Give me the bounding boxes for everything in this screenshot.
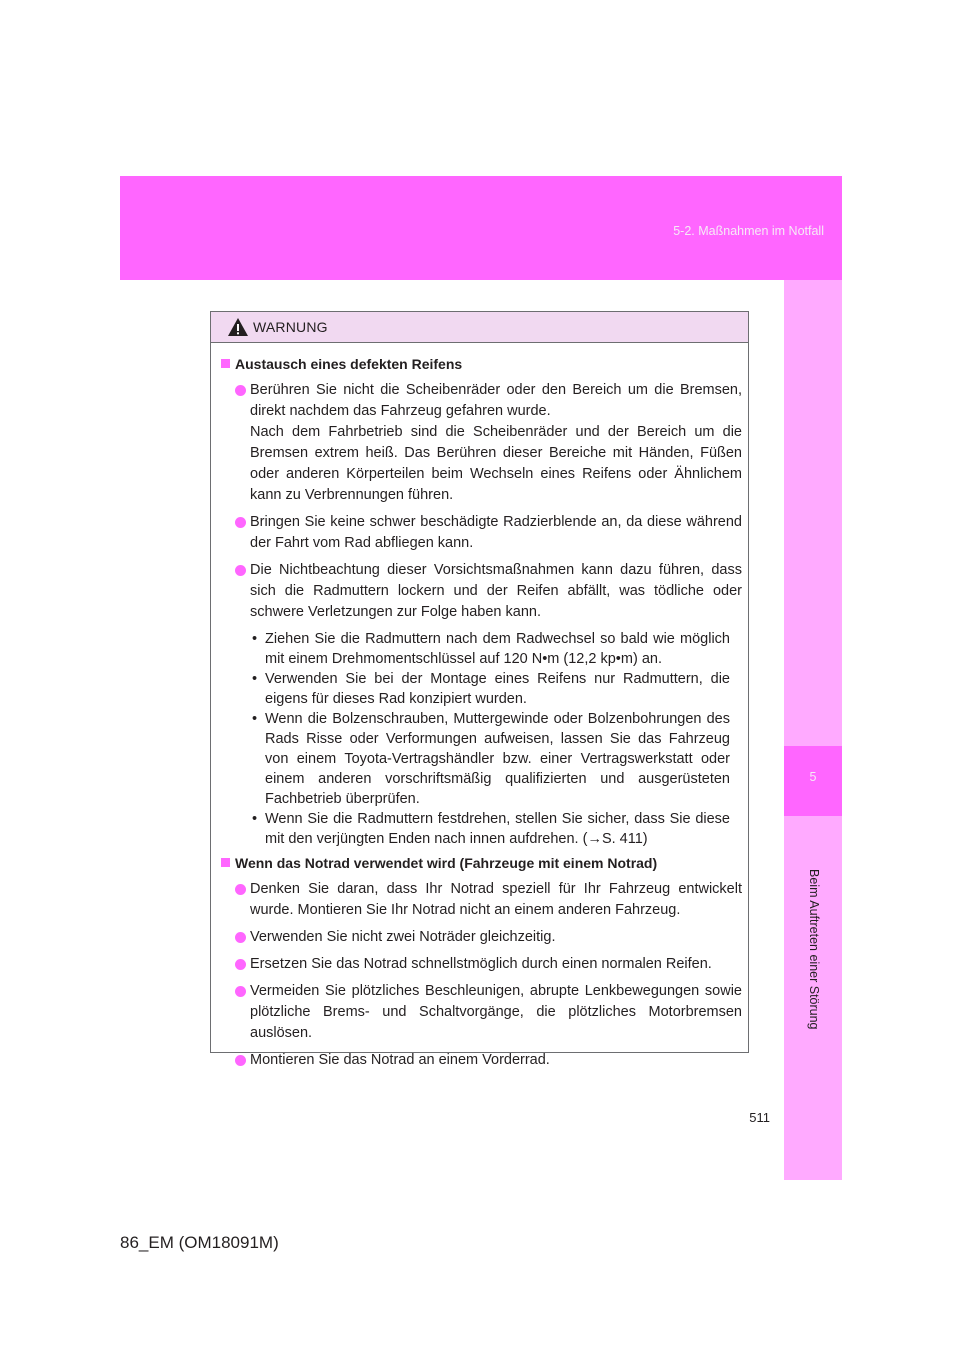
circle-bullet-icon	[235, 1055, 246, 1066]
chapter-number: 5	[809, 770, 817, 784]
warning-subheading	[219, 354, 742, 374]
document-code: 86_EM (OM18091M)	[120, 1233, 279, 1252]
bullet-text: Ersetzen Sie das Notrad schnellstmöglich durch einen normalen Reifen.	[250, 956, 712, 972]
bullet-item	[219, 954, 742, 975]
bullet-text: Die Nichtbeachtung dieser Vorsichtsmaßnahmen kann dazu führen, dass sich die Radmuttern lockern und der Reifen abfällt, was tödliche oder schwere Verletzungen zur Folge haben kann.	[250, 562, 742, 620]
page-number: 511	[749, 1110, 770, 1125]
sub-list	[219, 629, 742, 849]
subheading-text: Austausch eines defekten Reifens	[235, 356, 463, 372]
bullet-item	[219, 1050, 742, 1071]
sub-list-text: Ziehen Sie die Radmuttern nach dem Radwechsel so bald wie möglich mit einem Drehmomentschlüssel auf 120 N•m (12,2 kp•m) an.	[265, 631, 730, 667]
bullet-text: Bringen Sie keine schwer beschädigte Radzierblende an, da diese während der Fahrt vom Rad abfliegen kann.	[250, 514, 742, 551]
sub-list-item	[219, 669, 742, 709]
sub-list-item	[219, 809, 742, 849]
circle-bullet-icon	[235, 517, 246, 528]
warning-title: WARNUNG	[253, 319, 328, 335]
section-title: 5-2. Maßnahmen im Notfall	[673, 224, 824, 238]
sub-list-text: Wenn die Bolzenschrauben, Muttergewinde oder Bolzenbohrungen des Rads Risse oder Verformungen aufweisen, lassen Sie das Fahrzeug von einem Toyota-Vertragshändler bzw. einer Vertragswerkstatt oder einem anderen vorschriftsmäßig qualifizierten und ausgerüsteten Fachbetrieb überprüfen.	[265, 711, 730, 807]
bullet-text: Verwenden Sie nicht zwei Noträder gleichzeitig.	[250, 929, 556, 945]
circle-bullet-icon	[235, 385, 246, 396]
bullet-item	[219, 879, 742, 921]
chapter-title: Beim Auftreten einer Störung	[807, 869, 821, 1030]
circle-bullet-icon	[235, 565, 246, 576]
dot-marker-icon: •	[252, 811, 258, 827]
subheading-text: Wenn das Notrad verwendet wird (Fahrzeuge mit einem Notrad)	[235, 855, 658, 871]
dot-marker-icon: •	[252, 631, 258, 647]
circle-bullet-icon	[235, 884, 246, 895]
sub-list-text: Wenn Sie die Radmuttern festdrehen, stellen Sie sicher, dass Sie diese mit den verjüngten Enden nach innen aufdrehen. (→S. 411)	[265, 811, 730, 847]
dot-marker-icon: •	[252, 671, 258, 687]
bullet-item	[219, 380, 742, 506]
chapter-side-tab	[784, 280, 842, 1180]
bullet-text: Montieren Sie das Notrad an einem Vorderrad.	[250, 1052, 550, 1068]
chapter-number-block	[784, 746, 842, 816]
circle-bullet-icon	[235, 959, 246, 970]
sub-list-item	[219, 629, 742, 669]
bullet-item	[219, 560, 742, 623]
warning-box	[210, 311, 749, 1068]
bullet-text: Denken Sie daran, dass Ihr Notrad speziell für Ihr Fahrzeug entwickelt wurde. Montieren Sie Ihr Notrad nicht an einem anderen Fahrzeug.	[250, 881, 742, 918]
bullet-item	[219, 512, 742, 554]
bullet-text: Vermeiden Sie plötzliches Beschleunigen, abrupte Lenkbewegungen sowie plötzliche Brems- und Schaltvorgänge, die plötzliches Motorbremsen auslösen.	[250, 983, 742, 1041]
warning-header	[211, 312, 748, 343]
warning-subheading	[219, 853, 742, 873]
bullet-text: Berühren Sie nicht die Scheibenräder oder den Bereich um die Bremsen, direkt nachdem das Fahrzeug gefahren wurde.	[250, 382, 742, 419]
square-bullet-icon	[221, 359, 230, 368]
warning-triangle-icon	[227, 317, 249, 337]
square-bullet-icon	[221, 858, 230, 867]
dot-marker-icon: •	[252, 711, 258, 727]
sub-list-text: Verwenden Sie bei der Montage eines Reifens nur Radmuttern, die eigens für dieses Rad konzipiert wurden.	[265, 671, 730, 707]
bullet-text: Nach dem Fahrbetrieb sind die Scheibenräder und der Bereich um die Bremsen extrem heiß. Das Berühren dieser Bereiche mit Händen, Füßen oder anderen Körperteilen beim Wechseln eines Reifens oder Ähnlichem kann zu Verbrennungen führen.	[250, 424, 742, 503]
sub-list-item	[219, 709, 742, 809]
warning-body	[211, 343, 748, 1071]
bullet-item	[219, 927, 742, 948]
bullet-item	[219, 981, 742, 1044]
header-band	[120, 176, 842, 280]
circle-bullet-icon	[235, 986, 246, 997]
circle-bullet-icon	[235, 932, 246, 943]
